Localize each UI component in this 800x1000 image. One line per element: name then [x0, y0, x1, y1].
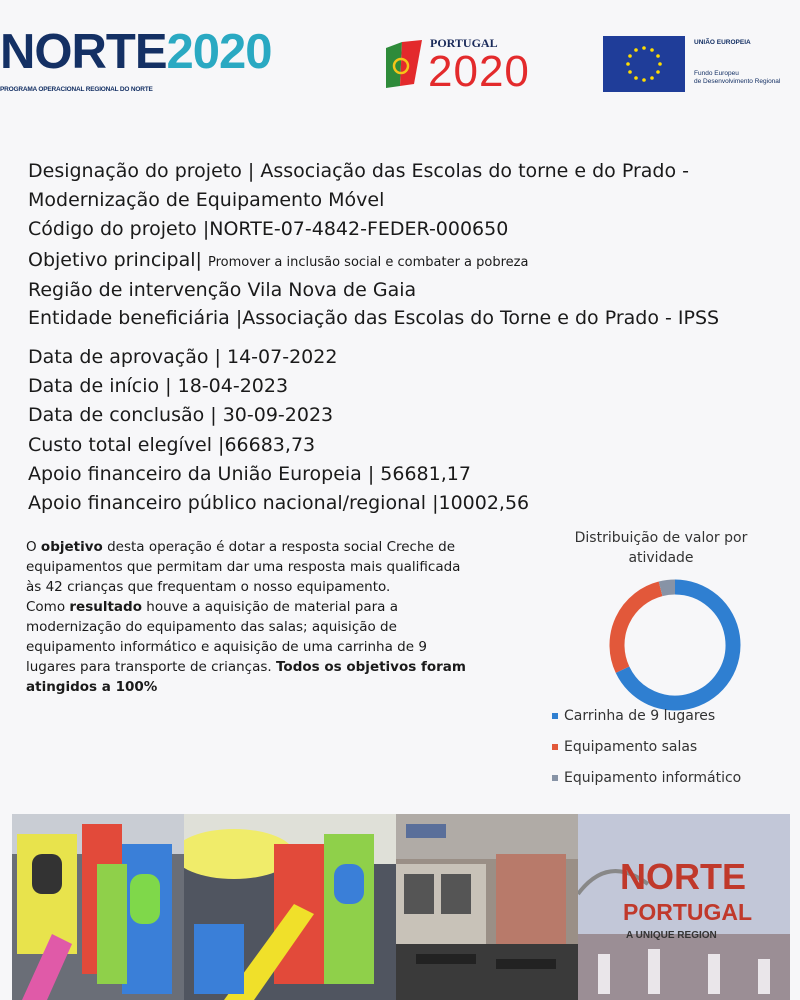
photo-norte-portugal-banner [578, 814, 790, 1000]
project-region: Região de intervenção Vila Nova de Gaia [28, 279, 417, 301]
norte-logo-subtitle: PROGRAMA OPERACIONAL REGIONAL DO NORTE [0, 86, 153, 93]
donut-chart [600, 570, 750, 720]
project-entity: Entidade beneficiária |Associação das Escolas do Torne e do Prado - IPSS [28, 307, 720, 329]
objective-value: Promover a inclusão social e combater a pobreza [207, 255, 529, 270]
start-date: Data de início | 18-04-2023 [28, 375, 289, 397]
objective-label: Objetivo principal| [28, 249, 202, 271]
total-cost: Custo total elegível |66683,73 [28, 434, 316, 456]
legend-item-informatico [552, 770, 741, 786]
norte-logo-word: NORTE [0, 25, 167, 79]
desc-line: modernização do equipamento das salas; aquisição de [26, 619, 397, 635]
chart-title [552, 528, 770, 568]
eu-fund-line2: de Desenvolvimento Regional [694, 78, 781, 85]
desc-line: às 42 crianças que frequentam o nosso equipamento. [26, 579, 391, 595]
desc-text: O [26, 539, 41, 555]
banner-norte-word: NORTE [620, 856, 746, 897]
donut-slice-salas [617, 589, 661, 670]
desc-text: Como [26, 599, 70, 615]
desc-line: equipamentos que permitam dar uma resposta mais qualificada [26, 559, 461, 575]
project-designation-line2: Modernização de Equipamento Móvel [28, 189, 385, 211]
legend-item-carrinha [552, 708, 715, 724]
donut-slice-informatico [661, 587, 675, 589]
banner-tagline: A UNIQUE REGION [626, 930, 717, 941]
legend-label: Equipamento informático [564, 770, 742, 786]
desc-text: desta operação é dotar a resposta social Creche de [102, 539, 455, 555]
legend-swatch [552, 744, 558, 750]
photo-playground-2 [184, 814, 396, 1000]
legend-label: Equipamento salas [564, 739, 698, 755]
norte2020-logo [0, 25, 272, 79]
chart-title-line2: atividade [628, 550, 694, 566]
eu-fund-line1: Fundo Europeu [694, 70, 739, 77]
national-support: Apoio financeiro público nacional/regional |10002,56 [28, 492, 530, 514]
approval-date: Data de aprovação | 14-07-2022 [28, 346, 338, 368]
legend-item-salas [552, 739, 697, 755]
desc-bold: atingidos a 100% [26, 679, 158, 695]
portugal2020-title: PORTUGAL [430, 36, 498, 50]
desc-bold: objetivo [40, 539, 103, 555]
legend-swatch [552, 775, 558, 781]
chart-title-line1: Distribuição de valor por [574, 530, 748, 546]
banner-portugal-word: PORTUGAL [623, 899, 753, 925]
desc-line: equipamento informático e aquisição de uma carrinha de 9 [26, 639, 427, 655]
project-description [26, 537, 536, 697]
eu-title: UNIÃO EUROPEIA [694, 39, 751, 46]
desc-bold: resultado [69, 599, 142, 615]
end-date: Data de conclusão | 30-09-2023 [28, 404, 334, 426]
legend-swatch [552, 713, 558, 719]
legend-label: Carrinha de 9 lugares [564, 708, 716, 724]
project-designation-line1: Designação do projeto | Associação das Escolas do torne e do Prado - [28, 160, 690, 182]
project-objective [28, 249, 528, 271]
photo-classroom [396, 814, 578, 1000]
eu-support: Apoio financeiro da União Europeia | 56681,17 [28, 463, 471, 485]
project-code: Código do projeto |NORTE-07-4842-FEDER-000650 [28, 218, 509, 240]
photo-playground-1 [12, 814, 184, 1000]
desc-bold: Todos os objetivos foram [276, 659, 466, 675]
norte-logo-year: 2020 [166, 25, 272, 79]
desc-text: lugares para transporte de crianças. [26, 659, 276, 675]
portugal-flag-icon [384, 38, 424, 90]
desc-text: houve a aquisição de material para a [141, 599, 399, 615]
eu-flag-icon [603, 36, 685, 92]
portugal2020-year: 2020 [428, 47, 530, 96]
